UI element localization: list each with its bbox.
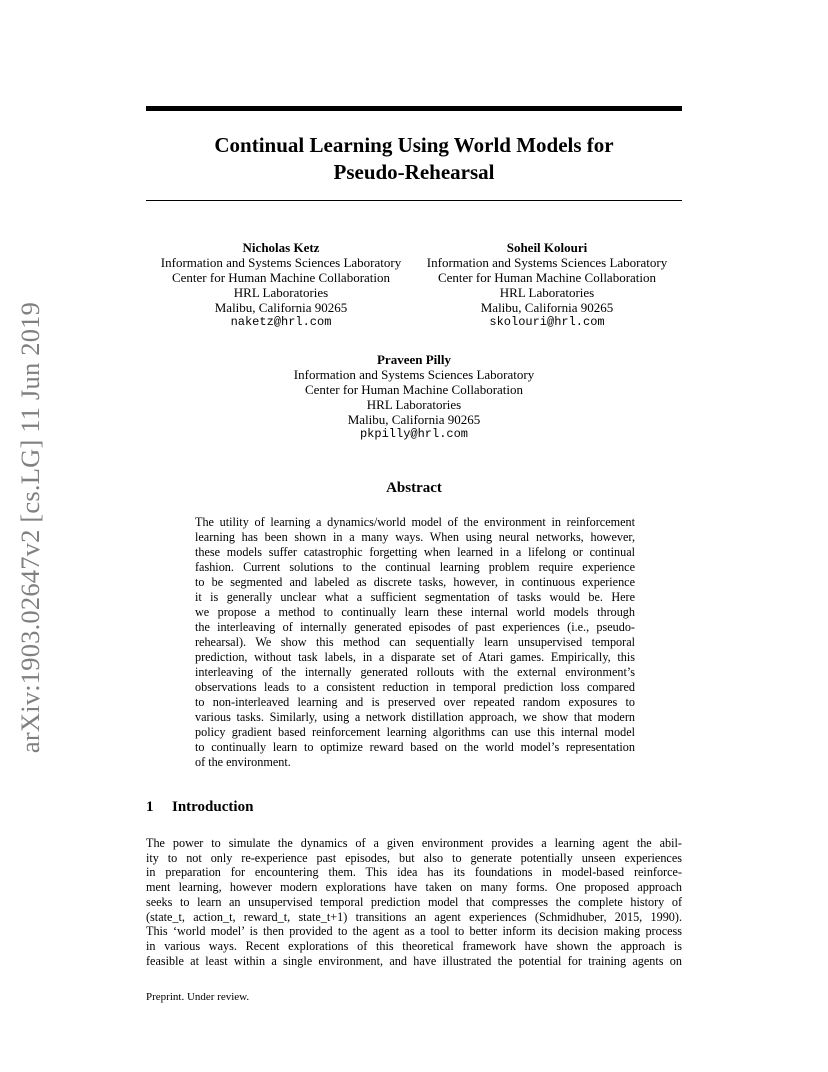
author-block-ketz [146,240,416,330]
section-heading-introduction [146,799,253,816]
title-rule-bottom [146,200,682,201]
title-line-2: Pseudo-Rehearsal [333,160,495,184]
paper-title [146,132,682,186]
intro-line: seeks to learn an unsupervised temporal prediction model that compresses the complete history of [146,894,682,909]
abstract-line: policy gradient based reinforcement learning algorithms can use this internal model [195,725,635,739]
author-affiliation-line: Information and Systems Sciences Laboratory [426,255,668,270]
author-affiliation-line: Information and Systems Sciences Laboratory [293,367,535,382]
author-name: Nicholas Ketz [242,240,320,255]
abstract-body [195,515,635,770]
title-line-1: Continual Learning Using World Models for [214,133,614,157]
author-email[interactable]: pkpilly@hrl.com [359,427,469,441]
intro-line: ment learning, however modern explorations have taken on many forms. One proposed approach [146,880,682,895]
section-title: Introduction [172,799,254,815]
author-affiliation-line: Malibu, California 90265 [214,300,348,315]
title-rule-top [146,106,682,111]
abstract-line: we propose a method to continually learn these internal world models through [195,605,635,619]
introduction-body [146,836,682,968]
author-name: Praveen Pilly [376,352,451,367]
intro-line: (state_t, action_t, reward_t, state_t+1) transitions an agent experiences (Schmidhuber, 2015, 1990). [146,909,682,924]
abstract-heading: Abstract [386,480,442,496]
arxiv-stamp-text: arXiv:1903.02647v2 [cs.LG] 11 Jun 2019 [15,301,46,753]
abstract-line: it is generally unclear what a sufficient segmentation of tasks would be. Here [195,590,635,604]
intro-line: in preparation for encountering them. This idea has its foundations in model-based reinforce- [146,865,682,880]
author-affiliation-line: HRL Laboratories [499,285,595,300]
intro-line: ity to not only re-experience past episodes, but also to generate potentially unseen experiences [146,850,682,865]
footer-note: Preprint. Under review. [146,991,250,1003]
abstract-line: to be segmented and labeled as discrete tasks, however, in continuous experience [195,575,635,589]
author-affiliation-line: Center for Human Machine Collaboration [304,382,524,397]
abstract-line: of the environment. [195,755,291,769]
intro-line: in various ways. Recent explorations of this theoretical framework have shown the approach is [146,938,682,953]
intro-line: feasible at least within a single environment, and have illustrated the potential for training agents on [146,953,682,968]
arxiv-stamp [12,294,50,760]
abstract-line: learning has been shown in a many ways. When using neural networks, however, [195,530,635,544]
author-block-pilly [279,352,549,442]
abstract-line: various tasks. Similarly, using a network distillation approach, we show that modern [195,710,635,724]
abstract-line: to non-interleaved learning and is preserved over repeated random exposures to [195,695,635,709]
author-affiliation-line: HRL Laboratories [233,285,329,300]
author-affiliation-line: Center for Human Machine Collaboration [437,270,657,285]
section-number: 1 [146,799,154,815]
author-email[interactable]: naketz@hrl.com [230,315,332,329]
author-affiliation-line: Information and Systems Sciences Laboratory [160,255,402,270]
abstract-line: prediction, without task labels, in a disparate set of Atari games. Empirically, this [195,650,635,664]
intro-line: This ‘world model’ is then provided to the agent as a tool to better inform its decision making process [146,924,682,939]
author-name: Soheil Kolouri [506,240,588,255]
author-affiliation-line: Malibu, California 90265 [347,412,481,427]
author-affiliation-line: Center for Human Machine Collaboration [171,270,391,285]
author-block-kolouri [412,240,682,330]
abstract-line: rehearsal). We show this method can sequentially learn unsupervised temporal [195,635,635,649]
abstract-line: fashion. Current solutions to the continual learning problem require experience [195,560,635,574]
author-affiliation-line: HRL Laboratories [366,397,462,412]
abstract-line: The utility of learning a dynamics/world model of the environment in reinforcement [195,515,635,529]
abstract-line: these models suffer catastrophic forgetting when learned in a lifelong or continual [195,545,635,559]
abstract-line: the interleaving of internally generated episodes of past experiences (i.e., pseudo- [195,620,635,634]
intro-line: The power to simulate the dynamics of a given environment provides a learning agent the abil- [146,836,682,850]
abstract-line: to continually learn to optimize reward based on the world model’s representation [195,740,635,754]
abstract-line: interleaving of the internally generated rollouts with the external environment’s [195,665,635,679]
abstract-line: observations leads to a consistent reduction in temporal prediction loss compared [195,680,635,694]
author-email[interactable]: skolouri@hrl.com [489,315,605,329]
author-affiliation-line: Malibu, California 90265 [480,300,614,315]
